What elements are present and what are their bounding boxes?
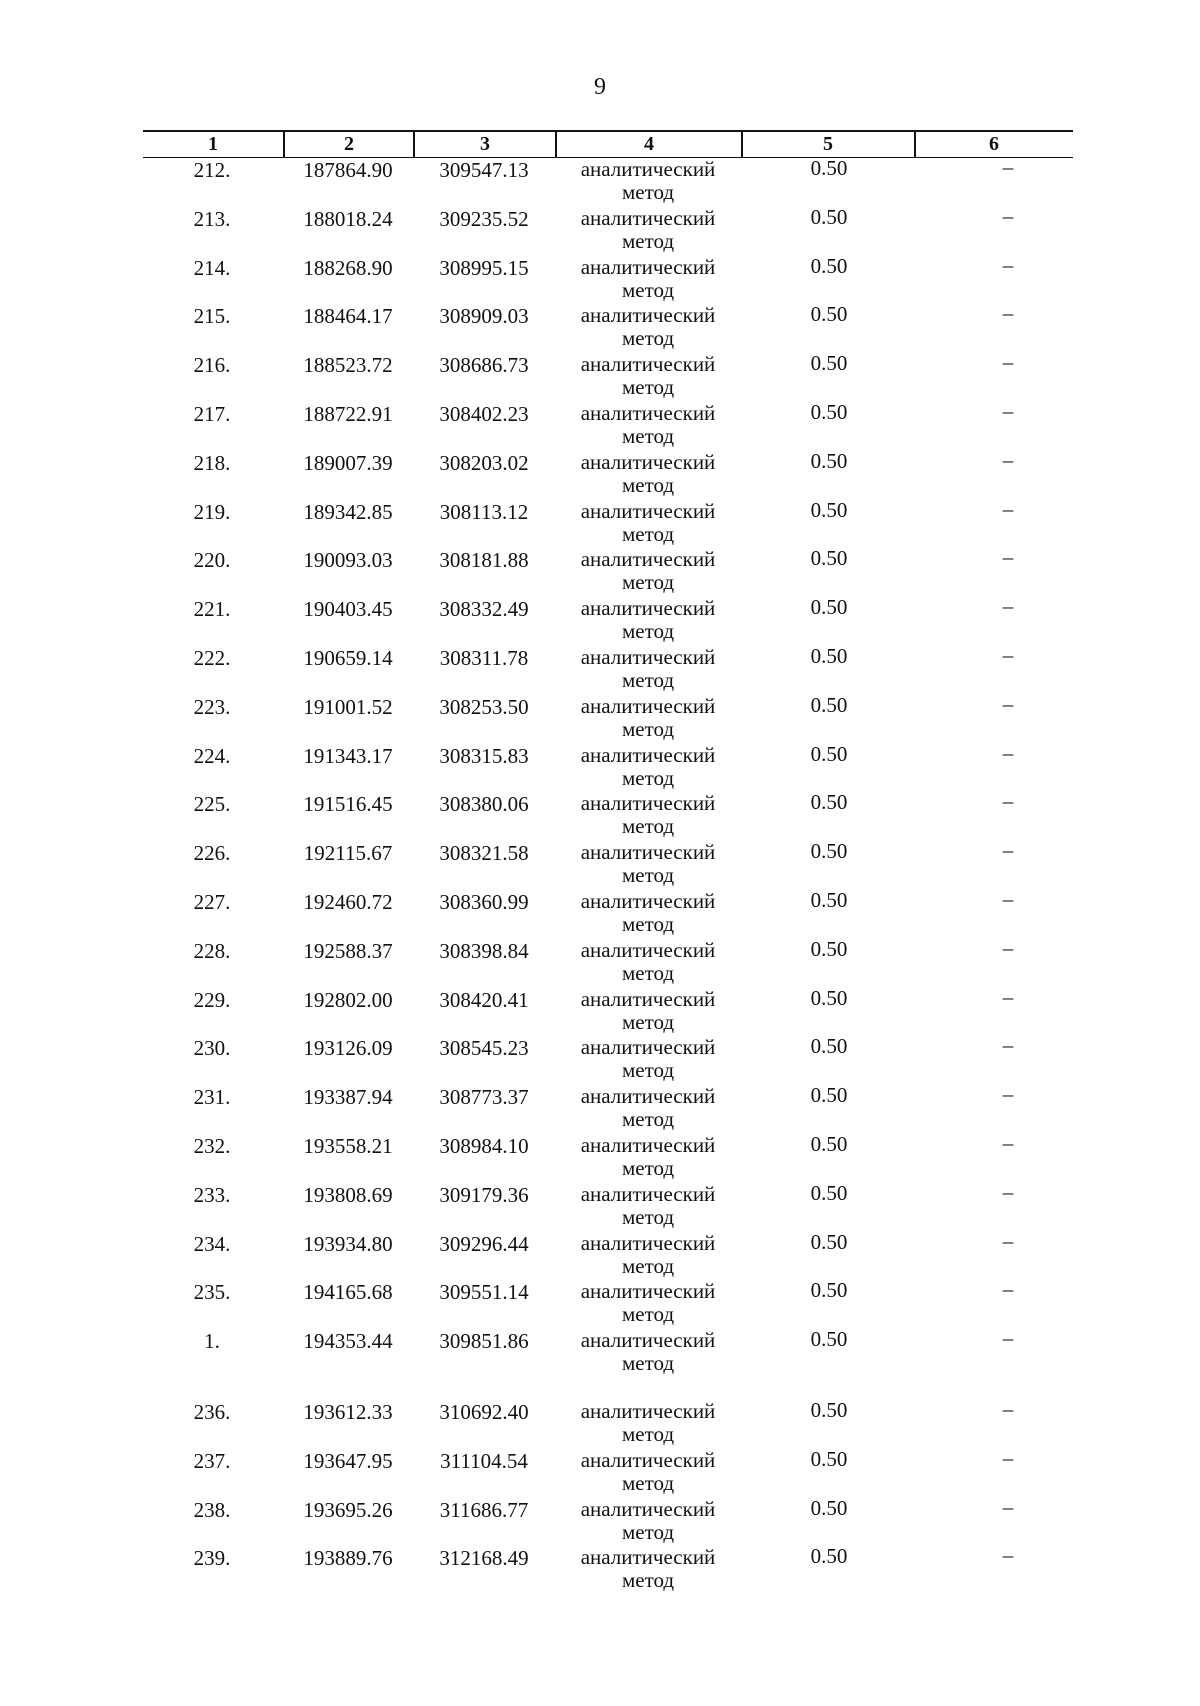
description-dash: – — [1002, 838, 1014, 863]
table-header — [143, 130, 1073, 158]
method-cell — [555, 500, 741, 546]
method-line-2: метод — [621, 960, 675, 985]
method-line-2: метод — [621, 911, 675, 936]
coordinate-y: 309551.14 — [439, 1280, 529, 1305]
method-line-2: метод — [621, 619, 675, 644]
point-number: 225. — [193, 792, 231, 817]
coordinate-y: 312168.49 — [439, 1546, 529, 1571]
method-cell — [555, 1183, 741, 1229]
method-line-2: метод — [621, 1204, 675, 1229]
method-line-2: метод — [621, 1302, 675, 1327]
table-row — [0, 594, 1200, 646]
method-line-1: аналитический — [580, 157, 716, 181]
method-line-1: аналитический — [580, 205, 716, 230]
table-row — [0, 1326, 1200, 1378]
coordinate-x: 193695.26 — [303, 1497, 393, 1522]
coordinate-x: 189007.39 — [303, 450, 393, 475]
description-dash: – — [1002, 691, 1014, 716]
coordinate-y: 308909.03 — [439, 304, 529, 329]
point-number: 213. — [193, 206, 231, 231]
precision-value: 0.50 — [810, 351, 848, 376]
coordinate-y: 308984.10 — [439, 1133, 529, 1158]
precision-value: 0.50 — [810, 1544, 848, 1569]
coordinate-y: 311104.54 — [440, 1448, 528, 1473]
description-dash: – — [1002, 594, 1014, 619]
point-number: 234. — [193, 1231, 231, 1256]
precision-value: 0.50 — [810, 790, 848, 815]
coordinate-x: 193387.94 — [303, 1085, 393, 1110]
point-number: 222. — [193, 645, 231, 670]
description-dash: – — [1002, 155, 1014, 179]
column-header-3: 3 — [480, 133, 490, 155]
coordinate-x: 187864.90 — [303, 158, 393, 182]
coordinate-y: 309851.86 — [439, 1329, 529, 1354]
description-dash: – — [1002, 252, 1014, 277]
table-row — [0, 1445, 1200, 1498]
description-dash: – — [1002, 886, 1014, 911]
point-number: 217. — [193, 401, 231, 426]
point-number: 215. — [193, 304, 231, 329]
coordinate-x: 192588.37 — [303, 938, 393, 963]
point-number: 226. — [193, 841, 231, 866]
point-number: 231. — [193, 1085, 231, 1110]
method-line-2: метод — [621, 423, 675, 448]
method-line-1: аналитический — [580, 1230, 716, 1255]
description-dash: – — [1002, 1228, 1014, 1253]
table-body — [0, 155, 1200, 1595]
table-row — [0, 447, 1200, 500]
point-number: 237. — [193, 1448, 231, 1473]
point-number: 232. — [193, 1133, 231, 1158]
method-line-1: аналитический — [580, 986, 716, 1011]
method-cell — [555, 548, 741, 594]
point-number: 228. — [193, 938, 231, 963]
precision-value: 0.50 — [810, 1327, 848, 1352]
method-line-2: метод — [621, 667, 675, 692]
method-line-1: аналитический — [580, 1084, 716, 1109]
coordinate-x: 193647.95 — [303, 1448, 393, 1473]
table-row — [0, 642, 1200, 695]
coordinate-y: 309296.44 — [439, 1231, 529, 1256]
coordinate-x: 188722.91 — [303, 401, 393, 426]
table-row — [0, 1277, 1200, 1329]
method-cell — [555, 256, 741, 302]
description-dash: – — [1002, 1179, 1014, 1204]
method-line-1: аналитический — [580, 742, 716, 767]
coordinate-x: 190659.14 — [303, 645, 393, 670]
coordinate-x: 188268.90 — [303, 255, 393, 280]
point-number: 223. — [193, 694, 231, 719]
point-number: 212. — [193, 158, 231, 182]
precision-value: 0.50 — [810, 1180, 848, 1205]
method-cell — [555, 1280, 741, 1326]
coordinate-y: 308773.37 — [439, 1085, 529, 1110]
method-cell — [555, 744, 741, 790]
method-line-2: метод — [621, 765, 675, 790]
coordinate-x: 193612.33 — [303, 1399, 393, 1424]
coordinate-x: 193126.09 — [303, 1036, 393, 1061]
point-number: 224. — [193, 743, 231, 768]
precision-value: 0.50 — [810, 253, 848, 278]
coordinate-x: 191001.52 — [303, 694, 393, 719]
coordinate-x: 192460.72 — [303, 889, 393, 914]
method-cell — [555, 1036, 741, 1082]
method-line-2: метод — [621, 1253, 675, 1278]
description-dash: – — [1002, 398, 1014, 423]
method-cell — [555, 1449, 741, 1495]
method-line-1: аналитический — [580, 1328, 716, 1353]
point-number: 218. — [193, 450, 231, 475]
coordinate-y: 308332.49 — [439, 597, 529, 622]
table-row — [0, 1033, 1200, 1085]
coordinate-y: 308995.15 — [439, 255, 529, 280]
method-line-1: аналитический — [580, 1181, 716, 1206]
point-number: 238. — [193, 1497, 231, 1522]
method-line-2: метод — [621, 570, 675, 595]
description-dash: – — [1002, 496, 1014, 521]
method-line-2: метод — [621, 228, 675, 253]
precision-value: 0.50 — [810, 839, 848, 864]
method-cell — [555, 988, 741, 1034]
description-dash: – — [1002, 1396, 1014, 1421]
method-line-1: аналитический — [580, 1035, 716, 1060]
method-cell — [555, 353, 741, 399]
coordinate-y: 309179.36 — [439, 1182, 529, 1207]
method-cell — [555, 1232, 741, 1278]
point-number: 221. — [193, 597, 231, 622]
page-number: 9 — [594, 74, 606, 100]
point-number: 233. — [193, 1182, 231, 1207]
coordinate-y: 308181.88 — [439, 548, 529, 573]
method-line-1: аналитический — [580, 352, 716, 377]
method-line-2: метод — [621, 1009, 675, 1034]
coordinate-x: 190093.03 — [303, 548, 393, 573]
coordinate-y: 308203.02 — [439, 450, 529, 475]
coordinate-y: 308315.83 — [439, 743, 529, 768]
coordinate-x: 188523.72 — [303, 353, 393, 378]
method-line-1: аналитический — [580, 1545, 716, 1570]
precision-value: 0.50 — [810, 1446, 848, 1471]
precision-value: 0.50 — [810, 643, 848, 668]
table-row — [0, 496, 1200, 549]
table-row — [0, 545, 1200, 597]
coordinate-y: 311686.77 — [439, 1497, 529, 1522]
method-line-1: аналитический — [580, 1398, 716, 1423]
method-line-1: аналитический — [580, 693, 716, 718]
method-line-2: метод — [621, 1519, 675, 1544]
precision-value: 0.50 — [810, 936, 848, 961]
column-header-2: 2 — [344, 133, 354, 155]
description-dash: – — [1002, 789, 1014, 814]
column-header-6: 6 — [989, 133, 999, 155]
precision-value: 0.50 — [810, 887, 848, 912]
table-row — [0, 886, 1200, 939]
coordinate-y: 309547.13 — [439, 158, 529, 182]
coordinate-y: 308360.99 — [439, 889, 529, 914]
method-line-2: метод — [621, 1351, 675, 1376]
table-row — [0, 1179, 1200, 1232]
table-row — [0, 252, 1200, 305]
table-row — [0, 789, 1200, 841]
table-row — [0, 350, 1200, 402]
description-dash: – — [1002, 1494, 1014, 1519]
coordinate-x: 192115.67 — [303, 841, 393, 866]
column-header-1: 1 — [208, 133, 218, 155]
coordinate-x: 194353.44 — [303, 1329, 393, 1354]
precision-value: 0.50 — [810, 546, 848, 571]
method-cell — [555, 1329, 741, 1375]
description-dash: – — [1002, 1082, 1014, 1107]
point-number: 230. — [193, 1036, 231, 1061]
table-row — [0, 1543, 1200, 1595]
method-cell — [555, 1085, 741, 1131]
description-dash: – — [1002, 350, 1014, 375]
method-line-1: аналитический — [580, 644, 716, 669]
table-row — [0, 740, 1200, 793]
table-row — [0, 1130, 1200, 1183]
method-cell — [555, 841, 741, 887]
table-row — [0, 1082, 1200, 1134]
method-line-2: метод — [621, 521, 675, 546]
point-number: 220. — [193, 548, 231, 573]
coordinate-x: 191343.17 — [303, 743, 393, 768]
method-line-2: метод — [621, 1421, 675, 1446]
description-dash: – — [1002, 1277, 1014, 1302]
point-number: 227. — [193, 889, 231, 914]
precision-value: 0.50 — [810, 1495, 848, 1520]
description-dash: – — [1002, 935, 1014, 960]
coordinate-x: 189342.85 — [303, 499, 393, 524]
precision-value: 0.50 — [810, 204, 848, 229]
method-line-1: аналитический — [580, 840, 716, 865]
coordinate-y: 310692.40 — [439, 1399, 529, 1424]
method-line-1: аналитический — [580, 791, 716, 816]
coordinate-y: 308545.23 — [439, 1036, 529, 1061]
description-dash: – — [1002, 1130, 1014, 1155]
precision-value: 0.50 — [810, 1229, 848, 1254]
table-row — [0, 1396, 1200, 1449]
table-row — [0, 984, 1200, 1037]
method-cell — [555, 646, 741, 692]
column-header-4: 4 — [644, 133, 654, 155]
precision-value: 0.50 — [810, 497, 848, 522]
point-number: 216. — [193, 353, 231, 378]
method-line-2: метод — [621, 1155, 675, 1180]
method-line-2: метод — [621, 326, 675, 351]
coordinate-y: 308420.41 — [439, 987, 529, 1012]
method-line-1: аналитический — [580, 498, 716, 523]
precision-value: 0.50 — [810, 448, 848, 473]
method-cell — [555, 695, 741, 741]
coordinate-y: 308380.06 — [439, 792, 529, 817]
point-number: 214. — [193, 255, 231, 280]
coordinate-y: 308321.58 — [439, 841, 529, 866]
coordinate-x: 193558.21 — [303, 1133, 393, 1158]
coordinate-y: 309235.52 — [439, 206, 529, 231]
coordinate-x: 188464.17 — [303, 304, 393, 329]
method-line-1: аналитический — [580, 400, 716, 425]
method-line-1: аналитический — [580, 1132, 716, 1157]
table-row — [0, 155, 1200, 207]
method-cell — [555, 1134, 741, 1180]
precision-value: 0.50 — [810, 1083, 848, 1108]
method-line-1: аналитический — [580, 254, 716, 279]
method-line-2: метод — [621, 1058, 675, 1083]
coordinate-x: 193808.69 — [303, 1182, 393, 1207]
coordinate-y: 308113.12 — [439, 499, 529, 524]
coordinate-y: 308402.23 — [439, 401, 529, 426]
method-line-1: аналитический — [580, 449, 716, 474]
description-dash: – — [1002, 642, 1014, 667]
column-header-5: 5 — [823, 133, 833, 155]
coordinate-y: 308311.78 — [439, 645, 529, 670]
point-number: 239. — [193, 1546, 231, 1571]
description-dash: – — [1002, 301, 1014, 326]
precision-value: 0.50 — [810, 1278, 848, 1303]
point-number: 1. — [204, 1329, 220, 1354]
method-cell — [555, 451, 741, 497]
method-line-1: аналитический — [580, 888, 716, 913]
coordinate-x: 192802.00 — [303, 987, 393, 1012]
point-number: 229. — [193, 987, 231, 1012]
description-dash: – — [1002, 447, 1014, 472]
method-cell — [555, 1400, 741, 1446]
method-line-1: аналитический — [580, 303, 716, 328]
point-number: 236. — [193, 1399, 231, 1424]
method-line-2: метод — [621, 277, 675, 302]
description-dash: – — [1002, 740, 1014, 765]
method-line-2: метод — [621, 1568, 675, 1593]
method-cell — [555, 402, 741, 448]
coordinate-y: 308253.50 — [439, 694, 529, 719]
precision-value: 0.50 — [810, 156, 848, 180]
precision-value: 0.50 — [810, 1397, 848, 1422]
method-cell — [555, 792, 741, 838]
method-cell — [555, 890, 741, 936]
method-line-2: метод — [621, 1107, 675, 1132]
method-cell — [555, 304, 741, 350]
method-cell — [555, 1546, 741, 1592]
description-dash: – — [1002, 1445, 1014, 1470]
method-line-2: метод — [621, 375, 675, 400]
coordinate-x: 188018.24 — [303, 206, 393, 231]
description-dash: – — [1002, 1326, 1014, 1351]
table-row — [0, 691, 1200, 744]
table-row — [0, 203, 1200, 256]
point-number: 219. — [193, 499, 231, 524]
description-dash: – — [1002, 984, 1014, 1009]
precision-value: 0.50 — [810, 399, 848, 424]
description-dash: – — [1002, 1033, 1014, 1058]
coordinate-x: 194165.68 — [303, 1280, 393, 1305]
method-line-1: аналитический — [580, 1447, 716, 1472]
precision-value: 0.50 — [810, 692, 848, 717]
method-cell — [555, 597, 741, 643]
coordinate-x: 191516.45 — [303, 792, 393, 817]
table-row — [0, 1494, 1200, 1547]
method-line-1: аналитический — [580, 547, 716, 572]
method-line-2: метод — [621, 180, 675, 204]
description-dash: – — [1002, 203, 1014, 228]
method-cell — [555, 207, 741, 253]
precision-value: 0.50 — [810, 1131, 848, 1156]
precision-value: 0.50 — [810, 985, 848, 1010]
description-dash: – — [1002, 1543, 1014, 1568]
method-line-2: метод — [621, 716, 675, 741]
method-line-1: аналитический — [580, 596, 716, 621]
method-line-1: аналитический — [580, 1496, 716, 1521]
table-row — [0, 838, 1200, 890]
method-line-2: метод — [621, 814, 675, 839]
coordinate-x: 190403.45 — [303, 597, 393, 622]
table-row — [0, 301, 1200, 353]
coordinate-x: 193889.76 — [303, 1546, 393, 1571]
precision-value: 0.50 — [810, 1034, 848, 1059]
table-row — [0, 935, 1200, 988]
method-cell — [555, 1498, 741, 1544]
method-line-1: аналитический — [580, 937, 716, 962]
precision-value: 0.50 — [810, 302, 848, 327]
method-line-2: метод — [621, 472, 675, 497]
method-line-1: аналитический — [580, 1279, 716, 1304]
point-number: 235. — [193, 1280, 231, 1305]
precision-value: 0.50 — [810, 595, 848, 620]
table-row — [0, 1228, 1200, 1281]
coordinate-y: 308686.73 — [439, 353, 529, 378]
precision-value: 0.50 — [810, 741, 848, 766]
method-line-2: метод — [621, 1470, 675, 1495]
coordinate-x: 193934.80 — [303, 1231, 393, 1256]
description-dash: – — [1002, 545, 1014, 570]
method-cell — [555, 158, 741, 204]
coordinate-y: 308398.84 — [439, 938, 529, 963]
method-cell — [555, 939, 741, 985]
table-row — [0, 398, 1200, 451]
method-line-2: метод — [621, 863, 675, 888]
